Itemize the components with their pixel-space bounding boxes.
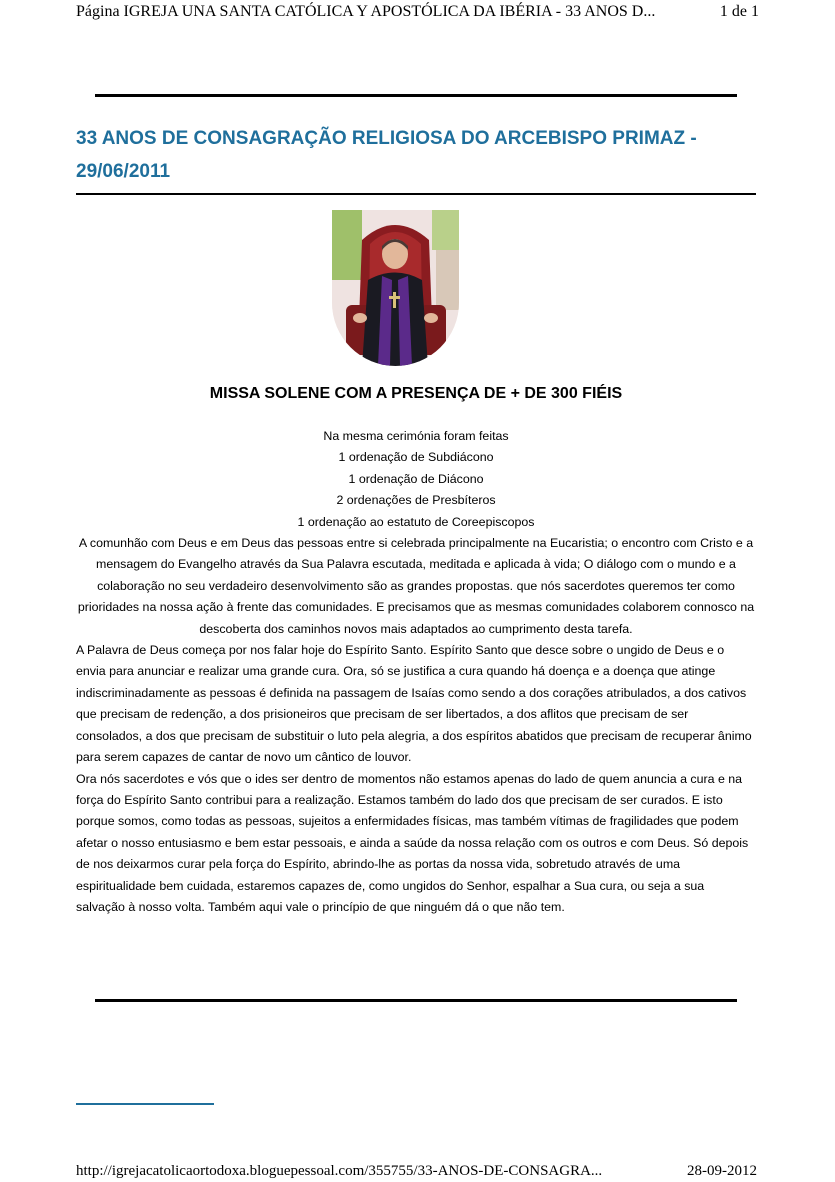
- ordination-list-item: 1 ordenação de Diácono: [348, 471, 484, 486]
- print-footer: [0, 1162, 835, 1182]
- footer-url: http://igrejacatolicaortodoxa.bloguepessoal.com/355755/33-ANOS-DE-CONSAGRA...: [76, 1163, 603, 1179]
- article-title: [76, 122, 756, 188]
- article-subheading: MISSA SOLENE COM A PRESENÇA DE + DE 300 FIÉIS: [209, 385, 623, 402]
- page-indicator: 1 de 1: [719, 3, 759, 20]
- ordination-list-item: 2 ordenações de Presbíteros: [336, 493, 496, 508]
- ordination-list-item: 1 ordenação de Subdiácono: [338, 450, 494, 465]
- ordination-list-item: 1 ordenação ao estatuto de Coreepiscopos: [297, 514, 535, 529]
- paragraph-1: A comunhão com Deus e em Deus das pessoas entre si celebrada principalmente na Eucaristia; o encontro com Cristo e a mensagem do Evangelho através da Sua Palavra escutada, meditada e aplicada à vida; O diálogo com o mundo e a colaboração no seu verdadeiro desenvolvimento são as grandes propostas. que nós sacerdotes queremos ter como prioridades na nossa ação à frente das comunidades. E precisamos que as mesmas comunidades colaborem connosco na descoberta dos caminhos novos mais adaptados ao cumprimento desta tarefa.: [77, 536, 755, 636]
- title-divider: [76, 193, 756, 195]
- paragraph-3: Ora nós sacerdotes e vós que o ides ser dentro de momentos não estamos apenas do lado de quem anuncia a cura e na força do Espírito Santo contribui para a realização. Estamos também do lado dos que precisam de ser curados. E isto porque somos, como todas as pessoas, sujeitos a enfermidades físicas, mas também vítimas de fragilidades que podem afetar o nosso entusiasmo e bem estar pessoais, e ainda a saúde da nossa relação com os outros e com Deus. Só depois de nos deixarmos curar pela força do Espírito, abrindo-lhe as portas da nossa vida, sobretudo através de uma espiritualidade bem cuidada, estaremos capazes de, como ungidos do Senhor, espalhar a Sua cura, ou seja a sua salvação à nosso volta. Também aqui vale o princípio de que ninguém dá o que não tem.: [76, 771, 749, 914]
- print-header-title: Página IGREJA UNA SANTA CATÓLICA Y APOSTÓLICA DA IBÉRIA - 33 ANOS D...: [76, 3, 656, 20]
- paragraph-2: A Palavra de Deus começa por nos falar hoje do Espírito Santo. Espírito Santo que desce sobre o ungido de Deus e o envia para anunciar e realizar uma grande cura. Ora, só se justifica a cura quando há doença e a doença que atinge indiscriminadamente as pessoas é definida na passagem de Isaías como sendo a dos corações atribulados, a dos cativos que precisam de redenção, a dos prisioneiros que precisam de ser libertados, a dos aflitos que precisam de ser consolados, a dos que precisam de substituir o luto pela alegria, a dos espíritos abatidos que precisam de recuperar ânimo para serem capazes de cantar de novo um cântico de louvor.: [76, 643, 752, 765]
- article-title-line1: 33 ANOS DE CONSAGRAÇÃO RELIGIOSA DO ARCEBISPO PRIMAZ -: [76, 128, 697, 149]
- top-divider: [95, 94, 737, 97]
- footer-date: 28-09-2012: [687, 1163, 757, 1179]
- bottom-divider: [95, 999, 737, 1002]
- article-body: [76, 426, 756, 918]
- footnote-rule: [76, 1103, 214, 1105]
- print-header: [0, 2, 835, 26]
- ordination-list-item: Na mesma cerimónia foram feitas: [323, 429, 509, 443]
- article-title-line2: 29/06/2011: [76, 161, 171, 182]
- archbishop-photo: [332, 210, 459, 366]
